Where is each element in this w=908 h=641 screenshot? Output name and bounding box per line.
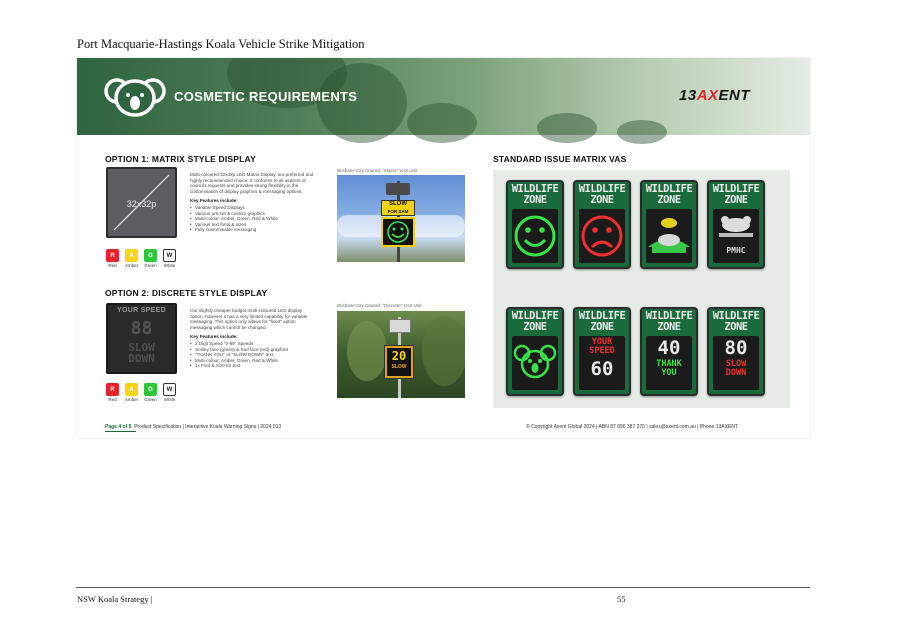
option1-description: Multi-coloured 32x32p LED Matrix Display, our preferred and highly recommended choice. It conforms to all aspects of councils requests and provides strong flexibility in the customisation of display graphics & messaging options. Key Features include: • Variable Speed Displays • Various pre-set & custom graphics • Multi-colour: Amber, Green, Red & White • Various text fonts & sizes • Fully customisable messaging bbox=[190, 172, 316, 233]
white-swatch: W bbox=[163, 249, 176, 262]
your-speed-sign: WILDLIFE ZONE YOUR SPEED 60 bbox=[573, 307, 631, 396]
amber-swatch: A bbox=[125, 383, 138, 396]
sad-face-icon bbox=[579, 209, 625, 263]
smiley-face-icon bbox=[512, 209, 558, 263]
list-item: • 2 Digit Speed "0-99" Speeds bbox=[190, 341, 316, 347]
option2-color-swatches: R Red A Amber G Green W White bbox=[105, 383, 177, 402]
option1-title: OPTION 1: MATRIX STYLE DISPLAY bbox=[105, 154, 256, 164]
smiley-sign: WILDLIFE ZONE bbox=[506, 180, 564, 269]
sad-face-sign: WILDLIFE ZONE bbox=[573, 180, 631, 269]
slide-footer-copyright: © Copyright Axent Global 2024 | ABN 87 096 387 370 | sales@axent.com.au | Phone 13AXENT bbox=[526, 424, 738, 430]
list-item: • Various text fonts & sizes bbox=[190, 222, 316, 228]
discrete-vas-photo: 20 SLOW bbox=[337, 311, 465, 398]
list-item: • Smiley face (green) & Sad face (red) graphics bbox=[190, 347, 316, 353]
matrix-vas-photo: SLOW FOR SAM bbox=[337, 175, 465, 262]
option1-photo-caption: Brisbane City Council, "Matrix" VAS Unit bbox=[337, 168, 418, 173]
discrete-display-sample: YOUR SPEED 88 SLOW DOWN bbox=[106, 303, 177, 374]
white-swatch: W bbox=[163, 383, 176, 396]
page-number: 55 bbox=[617, 594, 626, 604]
koala-graphic-icon bbox=[646, 209, 692, 263]
list-item: • Fully customisable messaging bbox=[190, 227, 316, 233]
pmhc-sign: WILDLIFE ZONE PMHC bbox=[707, 180, 765, 269]
green-swatch: G bbox=[144, 383, 157, 396]
koala-logo-icon bbox=[104, 76, 166, 118]
list-item: • Variable Speed Displays bbox=[190, 205, 316, 211]
option1-color-swatches: R Red A Amber G Green W White bbox=[105, 249, 177, 268]
list-item: • Multi-colour: Amber, Green, Red & White bbox=[190, 216, 316, 222]
amber-swatch: A bbox=[125, 249, 138, 262]
option1-features-list bbox=[190, 205, 316, 233]
slow-down-sign: WILDLIFE ZONE 80 SLOW DOWN bbox=[707, 307, 765, 396]
red-swatch: R bbox=[106, 249, 119, 262]
option2-photo-caption: Brisbane City Council, "Discrete" VAS Unit bbox=[337, 303, 422, 308]
koala-face-sign: WILDLIFE ZONE bbox=[506, 307, 564, 396]
document-title: Port Macquarie-Hastings Koala Vehicle Strike Mitigation bbox=[77, 37, 365, 51]
footer-rule bbox=[76, 587, 810, 588]
option2-description: Our slightly cheaper budget multi-coloured LED display option, however it has a very limited capability for variable messaging. This option only allows for "fixed" option messaging which cannot be changed. Key Features include: • 2 Digit Speed "0-99" Speeds • Smiley face (green) & Sad face (red) graphics • "THANK YOU" or "SLOW DOWN" text • Multi-colour: Amber, Green, Red & White • 1x Font & Size for text bbox=[190, 308, 316, 369]
option2-title: OPTION 2: DISCRETE STYLE DISPLAY bbox=[105, 288, 268, 298]
list-item: • Various pre-set & custom graphics bbox=[190, 211, 316, 217]
slide-footer-left: Page 4 of 5 Product Specification | Interactive Koala Warning Signs | 2024.013 bbox=[105, 424, 282, 430]
footer-strategy-label: NSW Koala Strategy | bbox=[77, 594, 153, 604]
standard-vas-title: STANDARD ISSUE MATRIX VAS bbox=[493, 154, 627, 164]
thank-you-sign: WILDLIFE ZONE 40 THANK YOU bbox=[640, 307, 698, 396]
green-swatch: G bbox=[144, 249, 157, 262]
matrix-display-label: 32x32p bbox=[126, 199, 157, 209]
list-item: • 1x Font & Size for text bbox=[190, 363, 316, 369]
standard-vas-panel bbox=[493, 170, 790, 408]
red-swatch: R bbox=[106, 383, 119, 396]
list-item: • "THANK YOU" or "SLOW DOWN" text bbox=[190, 352, 316, 358]
list-item: • Multi-colour: Amber, Green, Red & White bbox=[190, 358, 316, 364]
matrix-display-sample bbox=[106, 167, 177, 238]
product-spec-slide bbox=[77, 58, 810, 438]
banner-title: COSMETIC REQUIREMENTS bbox=[174, 89, 358, 104]
koala-white-icon bbox=[713, 209, 759, 245]
option2-features-list bbox=[190, 341, 316, 369]
koala-graphic-sign: WILDLIFE ZONE bbox=[640, 180, 698, 269]
koala-face-icon bbox=[512, 336, 558, 390]
axent-brand-logo: 13AXENT bbox=[679, 87, 751, 104]
header-banner bbox=[77, 58, 810, 135]
